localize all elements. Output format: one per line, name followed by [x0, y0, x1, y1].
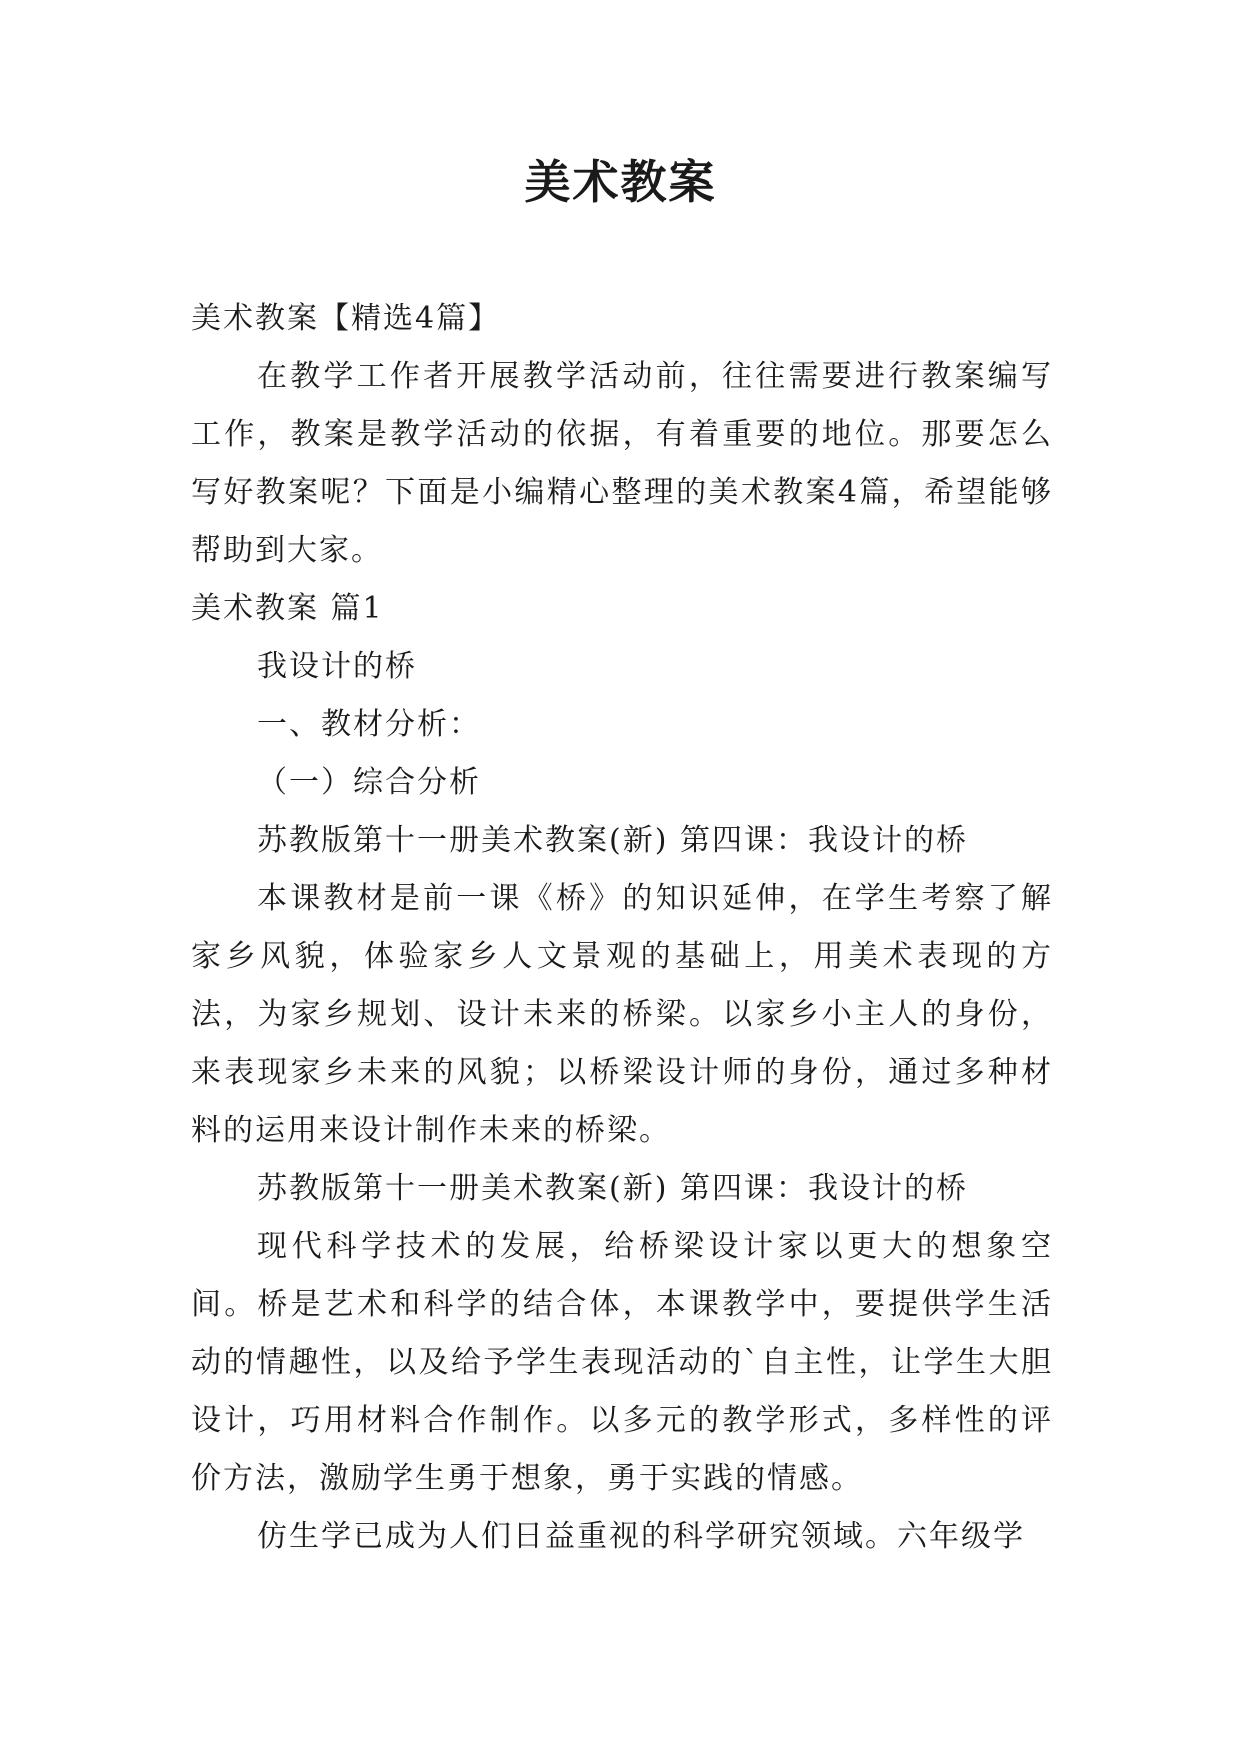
paragraph: 苏教版第十一册美术教案(新) 第四课：我设计的桥 — [257, 823, 968, 858]
paragraph: 一、教材分析： — [257, 707, 481, 742]
document-body — [191, 290, 1053, 1566]
paragraph: 现代科学技术的发展，给桥梁设计家以更大的想象空间。桥是艺术和科学的结合体，本课教学中，要提供学生活动的情趣性，以及给予学生表现活动的`自主性，让学生大胆设计，巧用材料合作制作。以多元的教学形式，多样性的评价方法，激励学生勇于想象，勇于实践的情感。 — [191, 1229, 1053, 1496]
paragraph: 我设计的桥 — [257, 649, 417, 684]
paragraph: 美术教案 篇1 — [191, 591, 384, 626]
paragraph: （一）综合分析 — [257, 765, 481, 800]
paragraph: 苏教版第十一册美术教案(新) 第四课：我设计的桥 — [257, 1171, 968, 1206]
paragraph: 美术教案【精选4篇】 — [191, 301, 501, 336]
paragraph: 在教学工作者开展教学活动前，往往需要进行教案编写工作，教案是教学活动的依据，有着重要的地位。那要怎么写好教案呢？下面是小编精心整理的美术教案4篇，希望能够帮助到大家。 — [191, 359, 1053, 568]
paragraph: 仿生学已成为人们日益重视的科学研究领域。六年级学 — [257, 1519, 1025, 1554]
document-title: 美术教案 — [524, 155, 717, 209]
paragraph: 本课教材是前一课《桥》的知识延伸，在学生考察了解家乡风貌，体验家乡人文景观的基础上，用美术表现的方法，为家乡规划、设计未来的桥梁。以家乡小主人的身份，来表现家乡未来的风貌；以桥梁设计师的身份，通过多种材料的运用来设计制作未来的桥梁。 — [191, 881, 1053, 1148]
